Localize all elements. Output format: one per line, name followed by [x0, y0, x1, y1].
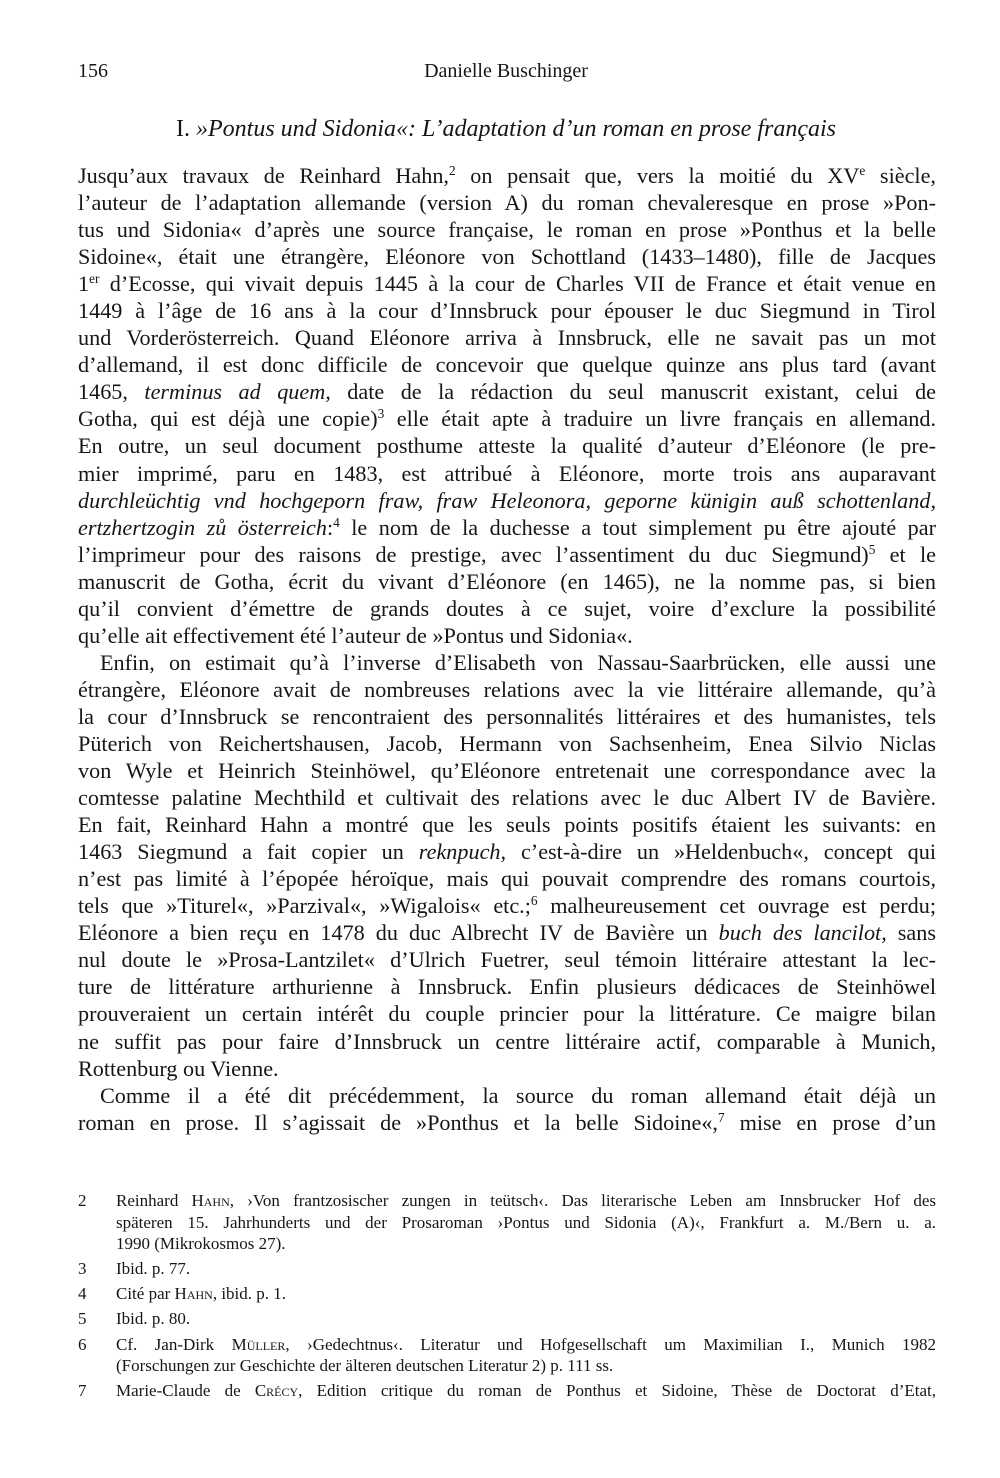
footnote-text: Reinhard Hahn, ›Von frantzosischer zungen in teütsch‹. Das literarische Leben am Innsbrucker Hof des späteren 15. Jahrhunderts und der Prosaroman ›Pontus und Sidonia (A)‹, Frankfurt a. M./Bern u. a. 1990 (Mikrokosmos 27).	[116, 1191, 936, 1254]
footnote-number: 3	[78, 1259, 87, 1279]
text-line: la cour d’Innsbruck se rencontraient des personnalités littéraires et des humanistes, tels	[78, 703, 936, 729]
text-line: ne suffit pas pour faire d’Innsbruck un centre littéraire actif, comparable à Munich,	[78, 1028, 936, 1054]
footnote	[78, 1334, 936, 1377]
text-line: En fait, Reinhard Hahn a montré que les seuls points positifs étaient les suivants: en	[78, 812, 936, 838]
footnote	[78, 1190, 936, 1255]
text-line: qu’elle ait effectivement été l’auteur de »Pontus und Sidonia«.	[78, 622, 633, 648]
text-line: roman en prose. Il s’agissait de »Ponthus et la belle Sidoine«,$^7$ mise en prose d’un	[78, 1109, 936, 1135]
text-line: ture de littérature arthurienne à Innsbruck. Enfin plusieurs dédicaces de Steinhöwel	[78, 974, 936, 1000]
running-header	[78, 60, 934, 88]
running-title: Danielle Buschinger	[424, 60, 588, 82]
footnote-text: Cité par Hahn, ibid. p. 1.	[116, 1284, 287, 1304]
footnote-number: 4	[78, 1284, 87, 1304]
text-line: En outre, un seul document posthume atteste la qualité d’auteur d’Eléonore (le pre-	[78, 433, 936, 459]
text-line: prouveraient un certain intérêt du couple princier pour la littérature. Ce maigre bilan	[78, 1001, 936, 1027]
text-line: Jusqu’aux travaux de Reinhard Hahn,$^2$ on pensait que, vers la moitié du XVe siècle,	[78, 163, 936, 188]
text-line: nul doute le »Prosa-Lantzilet« d’Ulrich Fuetrer, seul témoin littéraire attestant la lec-	[78, 947, 936, 973]
text-line: l’auteur de l’adaptation allemande (version A) du roman chevaleresque en prose »Pon-	[78, 190, 936, 216]
text-line: Comme il a été dit précédemment, la source du roman allemand était déjà un	[100, 1082, 936, 1108]
text-line: durchleüchtig vnd hochgeporn fraw, fraw Heleonora, geporne künigin auß schottenland,	[78, 487, 936, 513]
footnote-text: Cf. Jan-Dirk Müller, ›Gedechtnus‹. Literatur und Hofgesellschaft um Maximilian I., Munich 1982 (Forschungen zur Geschichte der älteren deutschen Literatur 2) p. 111 ss.	[116, 1334, 936, 1376]
body-text	[78, 162, 936, 1136]
text-line: 1463 Siegmund a fait copier un reknpuch, c’est-à-dire un »Heldenbuch«, concept qui	[78, 839, 937, 865]
text-line: Enfin, on estimait qu’à l’inverse d’Elisabeth von Nassau-Saarbrücken, elle aussi une	[100, 649, 936, 675]
text-line: tels que »Titurel«, »Parzival«, »Wigalois« etc.;$^6$ malheureusement cet ouvrage est perdu;	[78, 893, 936, 919]
text-line: d’allemand, il est donc difficile de concevoir que quelque quinze ans plus tard (avant	[78, 352, 936, 378]
footnotes	[78, 1190, 936, 1405]
text-line: Sidoine«, était une étrangère, Eléonore von Schottland (1433–1480), fille de Jacques	[78, 244, 936, 270]
footnote	[78, 1308, 936, 1330]
text-line: ertzhertzogin zů österreich:$^4$ le nom de la duchesse a tout simplement pu être ajouté par	[78, 514, 936, 540]
footnote-text: Marie-Claude de Crécy, Edition critique du roman de Ponthus et Sidoine, Thèse de Doctorat d’Etat,	[116, 1381, 936, 1401]
footnote	[78, 1258, 936, 1280]
section-number: I.	[176, 116, 190, 142]
section-heading	[78, 114, 934, 144]
text-line: l’imprimeur pour des raisons de prestige, avec l’assentiment du duc Siegmund)$^5$ et le	[78, 541, 937, 567]
footnote-text: Ibid. p. 80.	[116, 1309, 191, 1329]
footnote-number: 7	[78, 1381, 87, 1401]
footnote-number: 6	[78, 1334, 87, 1354]
text-line: mier imprimé, paru en 1483, est attribué à Eléonore, morte trois ans auparavant	[78, 460, 936, 486]
text-line: 1465, terminus ad quem, date de la rédaction du seul manuscrit existant, celui de	[78, 379, 937, 405]
text-line: Püterich von Reichertshausen, Jacob, Hermann von Sachsenheim, Enea Silvio Niclas	[78, 730, 936, 756]
page-number: 156	[78, 60, 108, 82]
text-line: Eléonore a bien reçu en 1478 du duc Albrecht IV de Bavière un buch des lancilot, sans	[78, 920, 936, 946]
text-line: und Vorderösterreich. Quand Eléonore arriva à Innsbruck, elle ne savait pas un mot	[78, 325, 936, 351]
text-line: 1449 à l’âge de 16 ans à la cour d’Innsbruck pour épouser le duc Siegmund in Tirol	[78, 298, 936, 324]
footnote-text: Ibid. p. 77.	[116, 1259, 191, 1279]
text-line: étrangère, Eléonore avait de nombreuses relations avec la vie littéraire allemande, qu’à	[78, 676, 936, 702]
footnote	[78, 1380, 936, 1402]
text-line: Gotha, qui est déjà une copie)$^3$ elle était apte à traduire un livre français en allemand.	[78, 406, 936, 432]
text-line: comtesse palatine Mechthild et cultivait des relations avec le duc Albert IV de Bavière.	[78, 785, 936, 811]
text-line: tus und Sidonia« d’après une source française, le roman en prose »Ponthus et la belle	[78, 217, 936, 243]
footnote	[78, 1283, 936, 1305]
text-line: von Wyle et Heinrich Steinhöwel, qu’Eléonore entretenait une correspondance avec la	[78, 758, 936, 784]
text-line: qu’il convient d’émettre de grands doutes à ce sujet, voire d’exclure la possibilité	[78, 595, 936, 621]
text-line: 1er d’Ecosse, qui vivait depuis 1445 à la cour de Charles VII de France et était venue en	[78, 271, 936, 297]
text-line: Rottenburg ou Vienne.	[78, 1055, 279, 1081]
text-line: n’est pas limité à l’épopée héroïque, mais qui pouvait comprendre des romans courtois,	[78, 866, 936, 892]
footnote-number: 2	[78, 1191, 87, 1210]
text-line: manuscrit de Gotha, écrit du vivant d’Eléonore (en 1465), ne la nomme pas, si bien	[78, 568, 936, 594]
section-title-text: »Pontus und Sidonia«: L’adaptation d’un roman en prose français	[196, 116, 836, 142]
footnote-number: 5	[78, 1309, 87, 1329]
